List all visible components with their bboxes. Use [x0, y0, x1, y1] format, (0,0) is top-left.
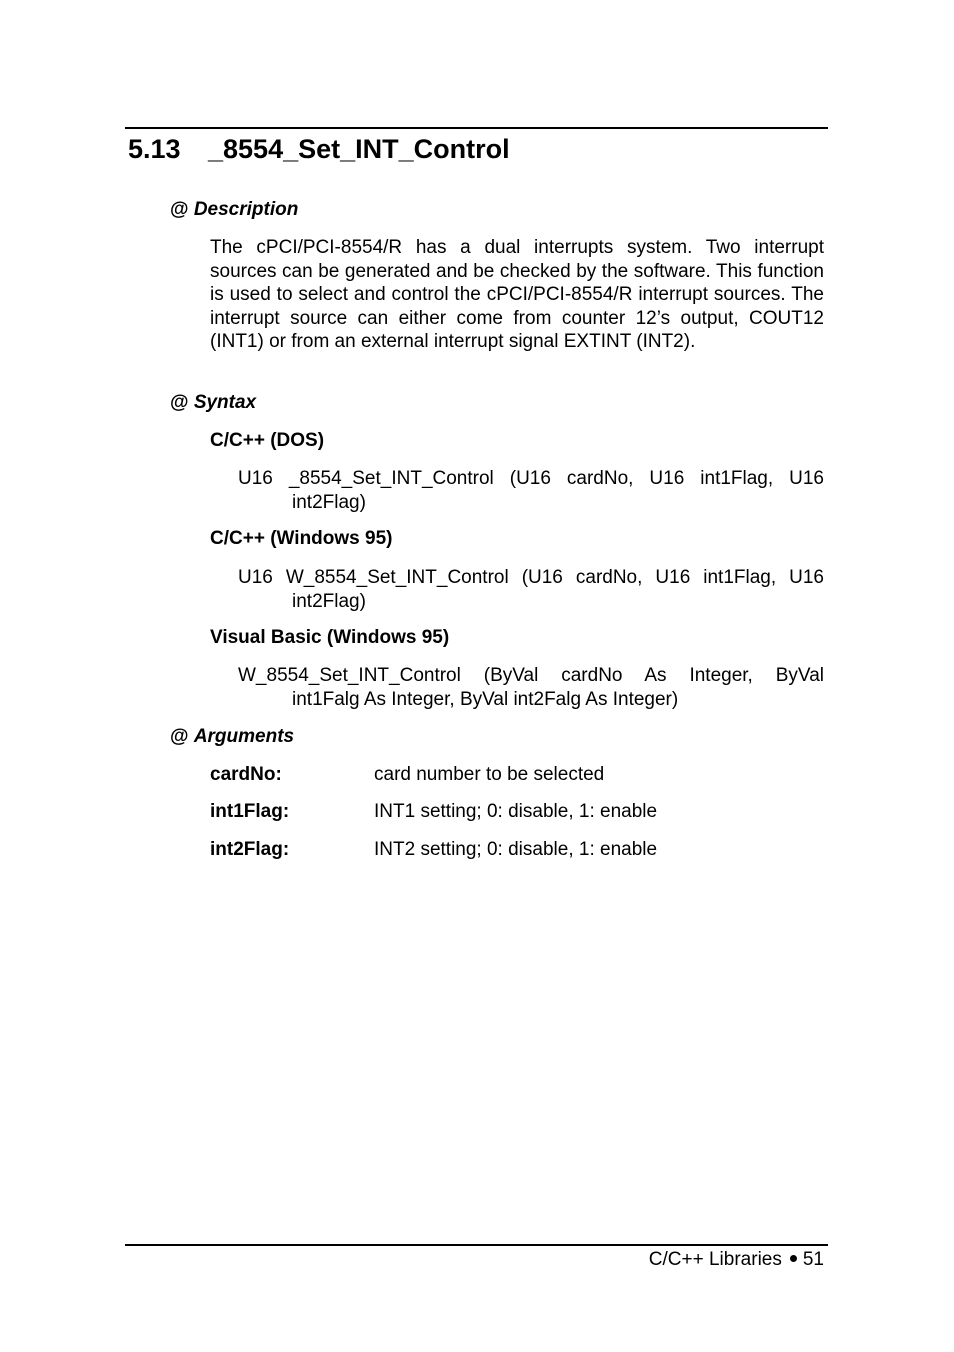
syntax-label-vb: Visual Basic (Windows 95)	[210, 627, 450, 648]
section-number: 5.13	[128, 134, 181, 164]
page-number: 51	[802, 1249, 824, 1270]
syntax-label-win95: C/C++ (Windows 95)	[210, 528, 393, 549]
section-title	[128, 132, 510, 166]
description-text: The cPCI/PCI-8554/R has a dual interrupts system. Two interrupt sources can be generated and be checked by the software. This function is used to select and control the cPCI/PCI-8554/R interrupt sources. The interrupt source can either come from counter 12’s output, COUT12 (INT1) or from an external interrupt signal EXTINT (INT2).	[210, 237, 824, 353]
arguments-heading: @ Arguments	[170, 726, 295, 747]
description-heading: @ Description	[170, 199, 299, 220]
argument-desc: INT1 setting; 0: disable, 1: enable	[374, 801, 658, 822]
argument-name: int2Flag:	[210, 839, 290, 860]
argument-name: cardNo:	[210, 764, 282, 785]
argument-desc: card number to be selected	[374, 764, 605, 785]
bullet-icon	[790, 1255, 797, 1262]
argument-name: int1Flag:	[210, 801, 290, 822]
syntax-code-vb: W_8554_Set_INT_Control (ByVal cardNo As Integer, ByVal int1Falg As Integer, ByVal int2Falg As Integer)	[238, 665, 824, 710]
syntax-code-dos: U16 _8554_Set_INT_Control (U16 cardNo, U16 int1Flag, U16 int2Flag)	[238, 468, 824, 513]
syntax-label-dos: C/C++ (DOS)	[210, 430, 325, 451]
syntax-heading: @ Syntax	[170, 392, 257, 413]
page-footer	[649, 1248, 824, 1272]
footer-rule	[125, 1244, 828, 1246]
argument-desc: INT2 setting; 0: disable, 1: enable	[374, 839, 658, 860]
syntax-code-win95: U16 W_8554_Set_INT_Control (U16 cardNo, U16 int1Flag, U16 int2Flag)	[238, 567, 824, 612]
footer-text: C/C++ Libraries	[648, 1249, 782, 1270]
header-rule	[125, 127, 828, 129]
function-name: _8554_Set_INT_Control	[208, 134, 510, 164]
